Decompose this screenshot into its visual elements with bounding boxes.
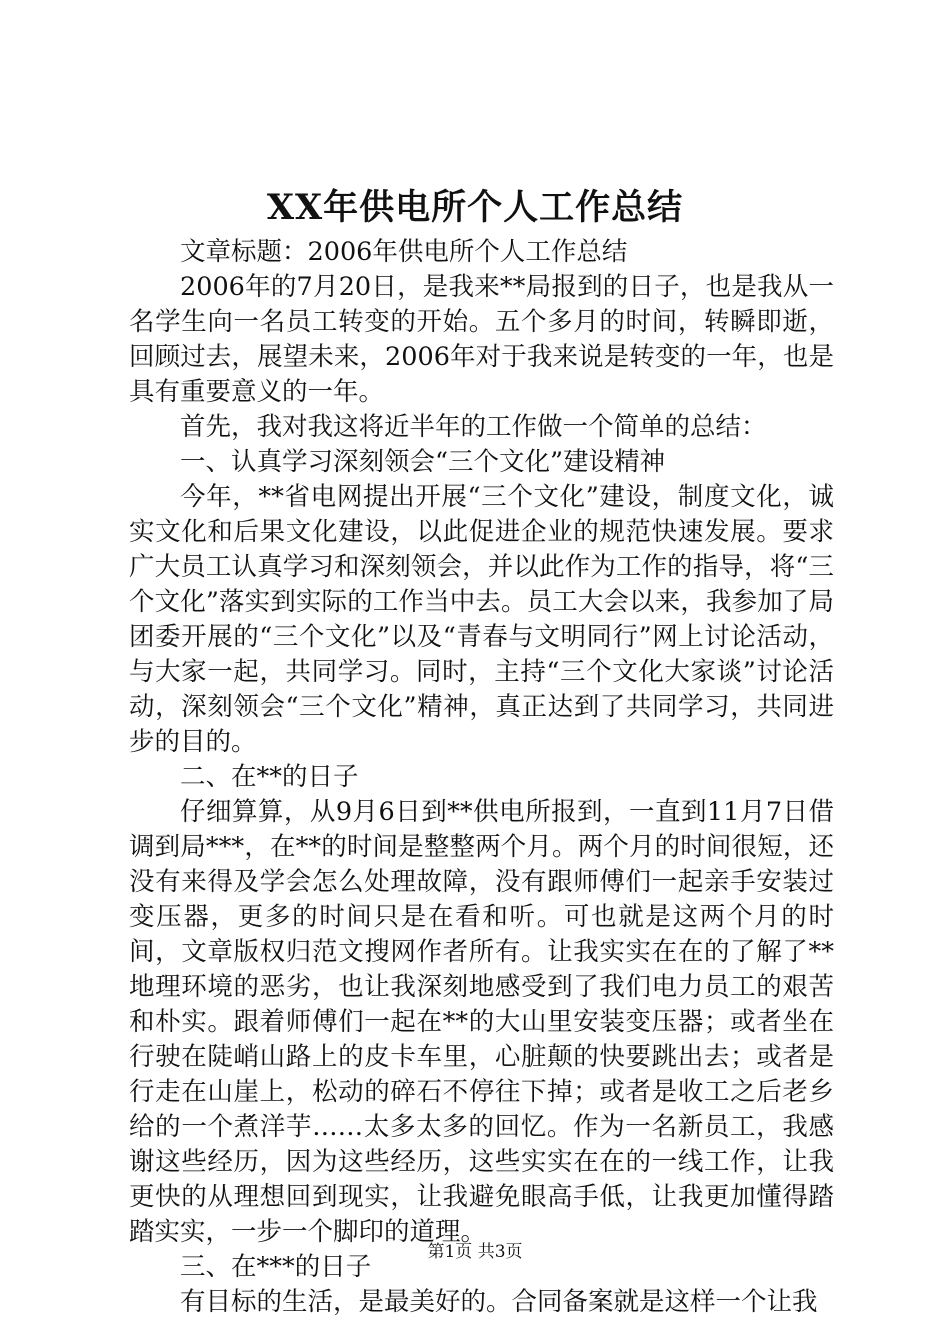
article-title-line: 文章标题：2006年供电所个人工作总结 — [180, 237, 628, 267]
intro-paragraph: 2006年的7月20日，是我来**局报到的日子，也是我从一名学生向一名员工转变的开始。五个多月的时间，转瞬即逝，回顾过去，展望未来，2006年对于我来说是转变的一年，也是具有重要意义的一年。 — [129, 272, 834, 407]
section-heading-1: 一、认真学习深刻领会“三个文化”建设精神 — [180, 447, 666, 477]
section-3-paragraph: 有目标的生活，是最美好的。合同备案就是这样一个让我 — [180, 1287, 818, 1317]
document-title: XX年供电所个人工作总结 — [266, 187, 684, 228]
section-1-paragraph: 今年，**省电网提出开展“三个文化”建设，制度文化，诚实文化和后果文化建设，以此促进企业的规范快速发展。要求广大员工认真学习和深刻领会，并以此作为工作的指导，将“三个文化”落实到实际的工作当中去。员工大会以来，我参加了局团委开展的“三个文化”以及“青春与文明同行”网上讨论活动，与大家一起，共同学习。同时，主持“三个文化大家谈”讨论活动，深刻领会“三个文化”精神，真正达到了共同学习，共同进步的目的。 — [129, 482, 834, 757]
summary-lead-paragraph: 首先，我对我这将近半年的工作做一个简单的总结： — [180, 412, 767, 442]
section-2-paragraph: 仔细算算，从9月6日到**供电所报到，一直到11月7日借调到局***，在**的时间是整整两个月。两个月的时间很短，还没有来得及学会怎么处理故障，没有跟师傅们一起亲手安装过变压器，更多的时间只是在看和听。可也就是这两个月的时间，文章版权归范文搜网作者所有。让我实实在在的了解了**地理环境的恶劣，也让我深刻地感受到了我们电力员工的艰苦和朴实。跟着师傅们一起在**的大山里安装变压器；或者坐在行驶在陡峭山路上的皮卡车里，心脏颠的快要跳出去；或者是行走在山崖上，松动的碎石不停往下掉；或者是收工之后老乡给的一个煮洋芋……太多太多的回忆。作为一名新员工，我感谢这些经历，因为这些经历，这些实实在在的一线工作，让我更快的从理想回到现实，让我避免眼高手低，让我更加懂得踏踏实实，一步一个脚印的道理。 — [129, 797, 834, 1247]
page-footer: 第1页 共3页 — [427, 1242, 523, 1262]
section-heading-3: 三、在***的日子 — [180, 1252, 372, 1282]
section-heading-2: 二、在**的日子 — [180, 762, 359, 792]
document-body — [129, 235, 834, 1320]
